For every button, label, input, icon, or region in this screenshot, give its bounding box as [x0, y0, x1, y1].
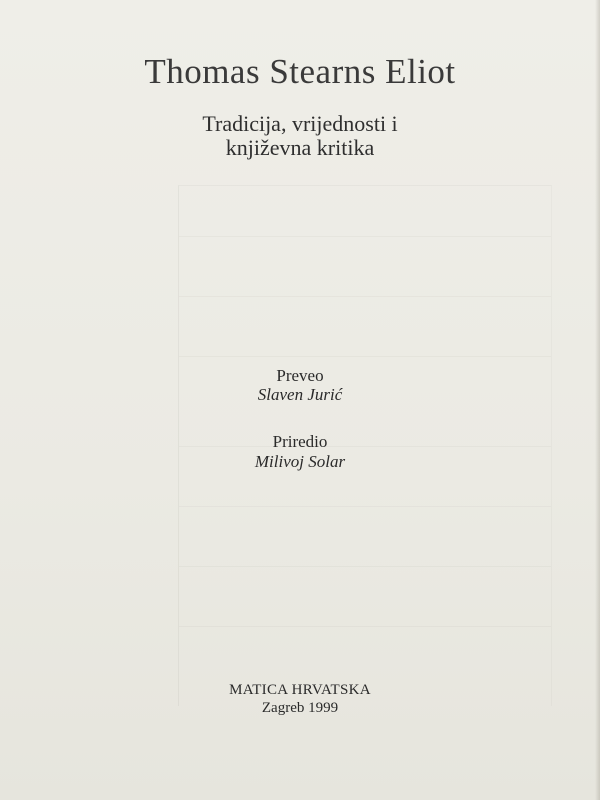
publisher-name: MATICA HRVATSKA [229, 682, 371, 698]
translator-label: Preveo [276, 366, 324, 385]
editor-name: Milivoj Solar [254, 452, 346, 471]
translator-name: Slaven Jurić [257, 385, 343, 404]
author-name: Thomas Stearns Eliot [144, 52, 456, 91]
book-title-line-1: Tradicija, vrijednosti i [202, 111, 398, 136]
book-title [0, 112, 600, 160]
editor-label: Priredio [272, 432, 328, 451]
book-title-line-2: književna kritika [225, 135, 375, 160]
publication-place-year: Zagreb 1999 [261, 700, 339, 716]
